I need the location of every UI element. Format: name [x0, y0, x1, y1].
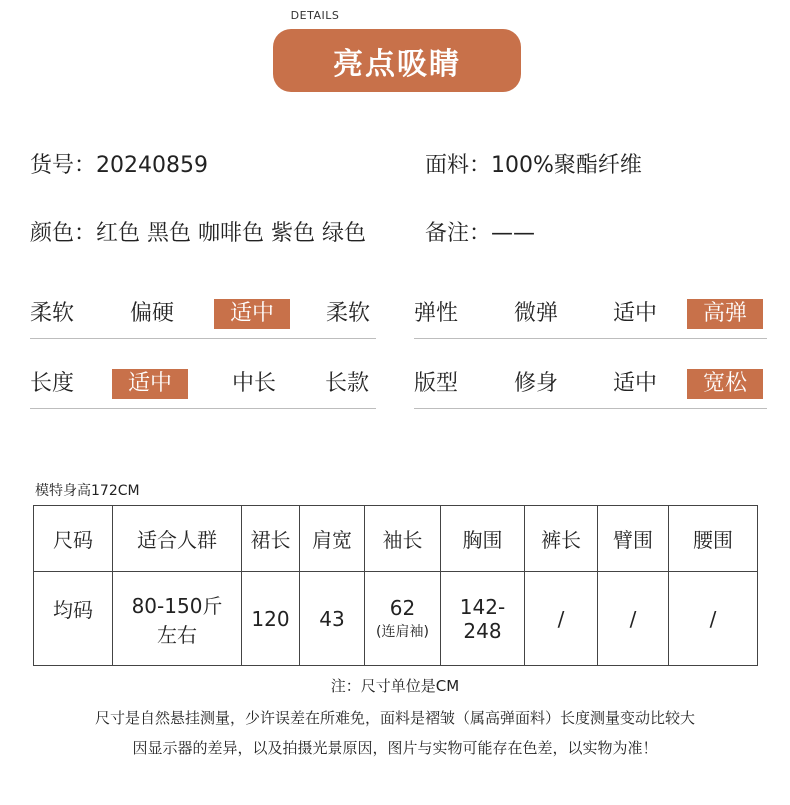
header-cell: 裙长: [242, 506, 300, 572]
fit-group-text: 80-150斤: [131, 593, 223, 618]
header-cell: 肩宽: [300, 506, 365, 572]
remark-info: 备注：——: [425, 221, 536, 246]
measure-note: 尺寸是自然悬挂测量，少许误差在所难免，面料是褶皱（属高弹面料）长度测量变动比较大: [94, 709, 695, 727]
item-number: 货号：20240859: [30, 153, 208, 178]
attr-option: 中长: [231, 371, 276, 396]
color-note: 因显示器的差异，以及拍摄光景原因，图片与实物可能存在色差，以实物为准！: [132, 739, 658, 757]
attr-option: 柔软: [325, 301, 370, 326]
fit-group-text-2: 左右: [157, 622, 197, 647]
attr-row-fit: [414, 367, 767, 409]
model-height-note: 模特身高172CM: [35, 483, 140, 499]
fit-group-cell: [113, 572, 242, 666]
attr-row-elasticity: [414, 297, 767, 339]
size-cell: 均码: [34, 572, 113, 666]
sleeve-note: (连肩袖): [376, 624, 429, 640]
header-cell: 腰围: [669, 506, 758, 572]
sleeve-cell: [365, 572, 441, 666]
attr-option: 微弹: [513, 301, 558, 326]
fabric-info: 面料：100%聚酯纤维: [425, 153, 642, 178]
colors-info: 颜色：红色 黑色 咖啡色 紫色 绿色: [30, 221, 366, 246]
sleeve-value: 62: [389, 596, 416, 620]
attr-label: 长度: [30, 371, 75, 396]
chest-cell: 142-248: [441, 572, 525, 666]
attr-label: 柔软: [30, 301, 75, 326]
arm-cell: /: [598, 572, 669, 666]
attr-option-selected: 宽松: [687, 369, 763, 399]
attr-option: 适中: [612, 371, 657, 396]
attr-label: 弹性: [414, 301, 459, 326]
waist-cell: /: [669, 572, 758, 666]
attr-option: 偏硬: [129, 301, 174, 326]
attr-label: 版型: [414, 371, 459, 396]
attr-option-selected: 高弹: [687, 299, 763, 329]
header-cell: 臂围: [598, 506, 669, 572]
table-header-row: [34, 506, 758, 572]
header-cell: 胸围: [441, 506, 525, 572]
title-text: 亮点吸睛: [333, 46, 461, 82]
header-cell: 裤长: [525, 506, 598, 572]
size-table: [33, 505, 758, 666]
attr-row-length: [30, 367, 376, 409]
table-row: [34, 572, 758, 666]
attr-option-selected: 适中: [214, 299, 290, 329]
title-banner: [273, 29, 521, 92]
dress-length-cell: 120: [242, 572, 300, 666]
header-cell: 尺码: [34, 506, 113, 572]
header-cell: 适合人群: [113, 506, 242, 572]
pants-length-cell: /: [525, 572, 598, 666]
attr-option: 修身: [513, 371, 558, 396]
header-cell: 袖长: [365, 506, 441, 572]
attr-option-selected: 适中: [112, 369, 188, 399]
unit-note: 注：尺寸单位是CM: [330, 677, 460, 695]
shoulder-cell: 43: [300, 572, 365, 666]
attr-row-softness: [30, 297, 376, 339]
attr-option: 长款: [324, 371, 369, 396]
attr-option: 适中: [612, 301, 657, 326]
details-label: DETAILS: [290, 9, 340, 22]
